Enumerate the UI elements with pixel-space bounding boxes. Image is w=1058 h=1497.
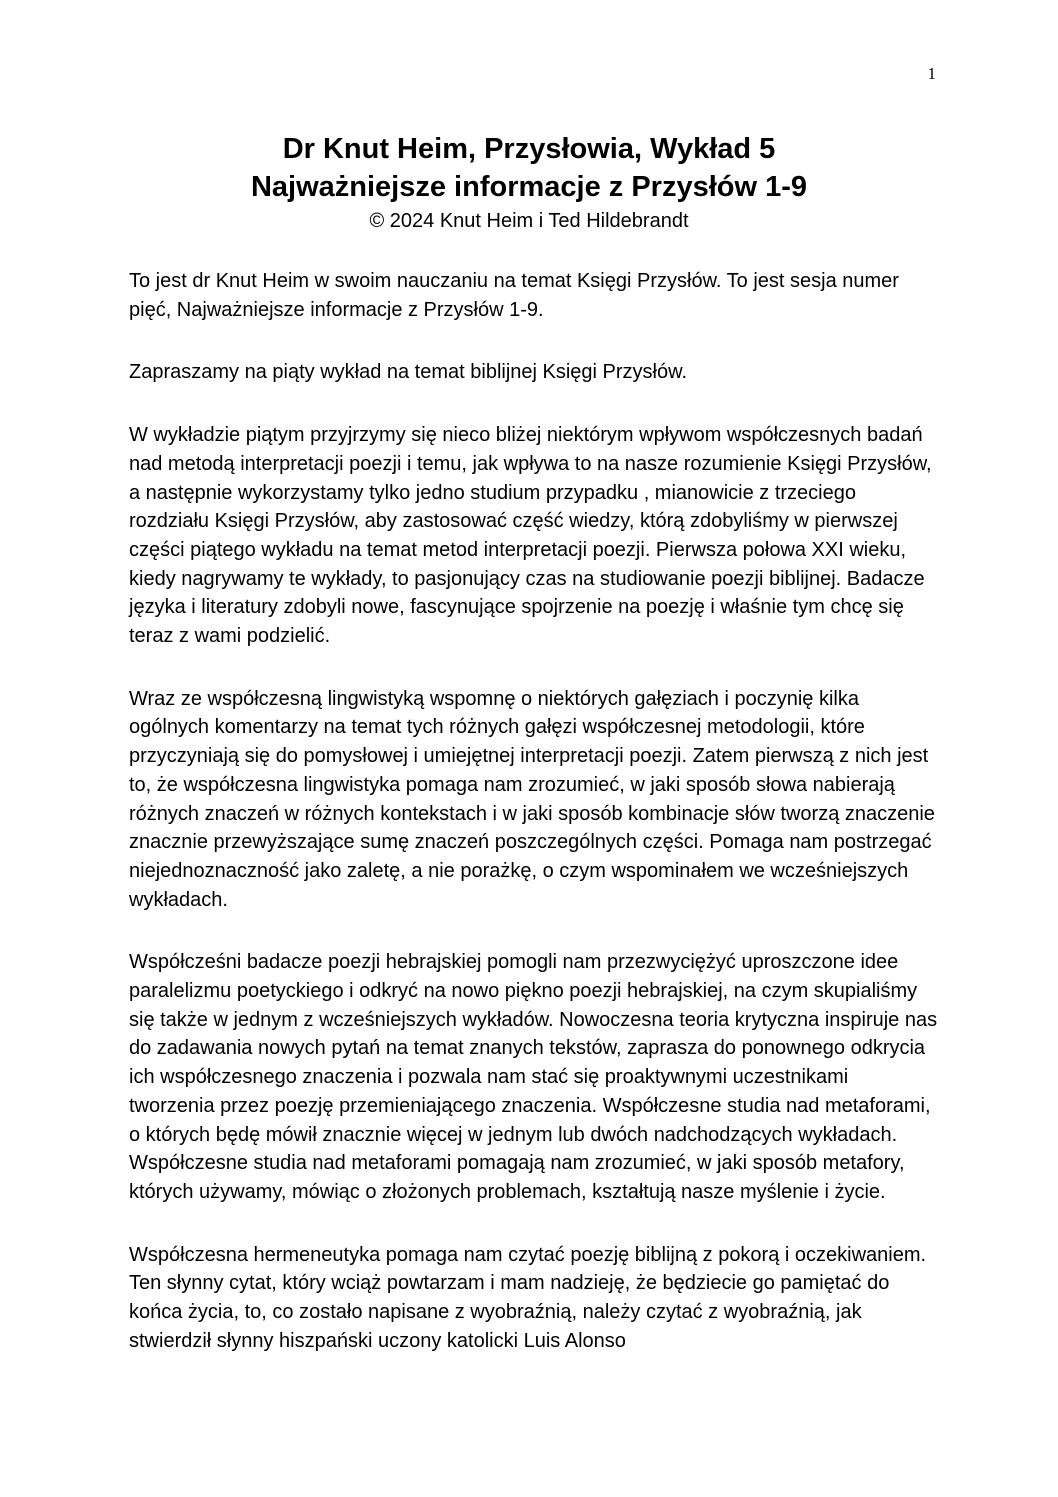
paragraph: Zapraszamy na piąty wykład na temat biblijnej Księgi Przysłów. [129, 361, 688, 384]
paragraph: Współczesna hermeneutyka pomaga nam czytać poezję biblijną z pokorą i oczekiwaniem. Ten słynny cytat, który wciąż powtarzam i mam nadzieję, że będziecie go pamiętać do końca życia, to, co zostało napisane z wyobraźnią, należy czytać z wyobraźnią, jak stwierdził słynny hiszpański uczony katolicki Luis Alonso [129, 1243, 927, 1352]
document-header [0, 130, 1058, 234]
page-number: 1 [927, 64, 936, 83]
paragraph: To jest dr Knut Heim w swoim nauczaniu na temat Księgi Przysłów. To jest sesja numer pięć, Najważniejsze informacje z Przysłów 1-9. [129, 270, 899, 321]
paragraph: Współcześni badacze poezji hebrajskiej pomogli nam przezwyciężyć uproszczone idee paralelizmu poetyckiego i odkryć na nowo piękno poezji hebrajskiej, na czym skupialiśmy się także w jednym z wcześniejszych wykładów. Nowoczesna teoria krytyczna inspiruje nas do zadawania nowych pytań na temat znanych tekstów, zaprasza do ponownego odkrycia ich współczesnego znaczenia i pozwala nam stać się proaktywnymi uczestnikami tworzenia przez poezję przemieniającego znaczenia. Współczesne studia nad metaforami, o których będę mówił znacznie więcej w jednym lub dwóch nadchodzących wykładach. Współczesne studia nad metaforami pomagają nam zrozumieć, w jaki sposób metafory, których używamy, mówiąc o złożonych problemach, kształtują nasze myślenie i życie. [129, 951, 938, 1203]
document-title: Dr Knut Heim, Przysłowia, Wykład 5 [282, 133, 776, 165]
copyright-notice: © 2024 Knut Heim i Ted Hildebrandt [369, 210, 689, 232]
paragraph: W wykładzie piątym przyjrzymy się nieco bliżej niektórym wpływom współczesnych badań nad metodą interpretacji poezji i temu, jak wpływa to na nasze rozumienie Księgi Przysłów, a następnie wykorzystamy tylko jedno studium przypadku , mianowicie z trzeciego rozdziału Księgi Przysłów, aby zastosować część wiedzy, którą zdobyliśmy w pierwszej części piątego wykładu na temat metod interpretacji poezji. Pierwsza połowa XXI wieku, kiedy nagrywamy te wykłady, to pasjonujący czas na studiowanie poezji biblijnej. Badacze języka i literatury zdobyli nowe, fascynujące spojrzenie na poezję i właśnie tym chcę się teraz z wami podzielić. [129, 424, 932, 648]
document-body [129, 267, 939, 1390]
document-subtitle: Najważniejsze informacje z Przysłów 1-9 [250, 171, 808, 203]
paragraph: Wraz ze współczesną lingwistyką wspomnę o niektórych gałęziach i poczynię kilka ogólnych komentarzy na temat tych różnych gałęzi współczesnej metodologii, które przyczyniają się do pomysłowej i umiejętnej interpretacji poezji. Zatem pierwszą z nich jest to, że współczesna lingwistyka pomaga nam zrozumieć, w jaki sposób słowa nabierają różnych znaczeń w różnych kontekstach i w jaki sposób kombinacje słów tworzą znaczenie znacznie przewyższające sumę znaczeń poszczególnych części. Pomaga nam postrzegać niejednoznaczność jako zaletę, a nie porażkę, o czym wspominałem we wcześniejszych wykładach. [129, 687, 935, 911]
